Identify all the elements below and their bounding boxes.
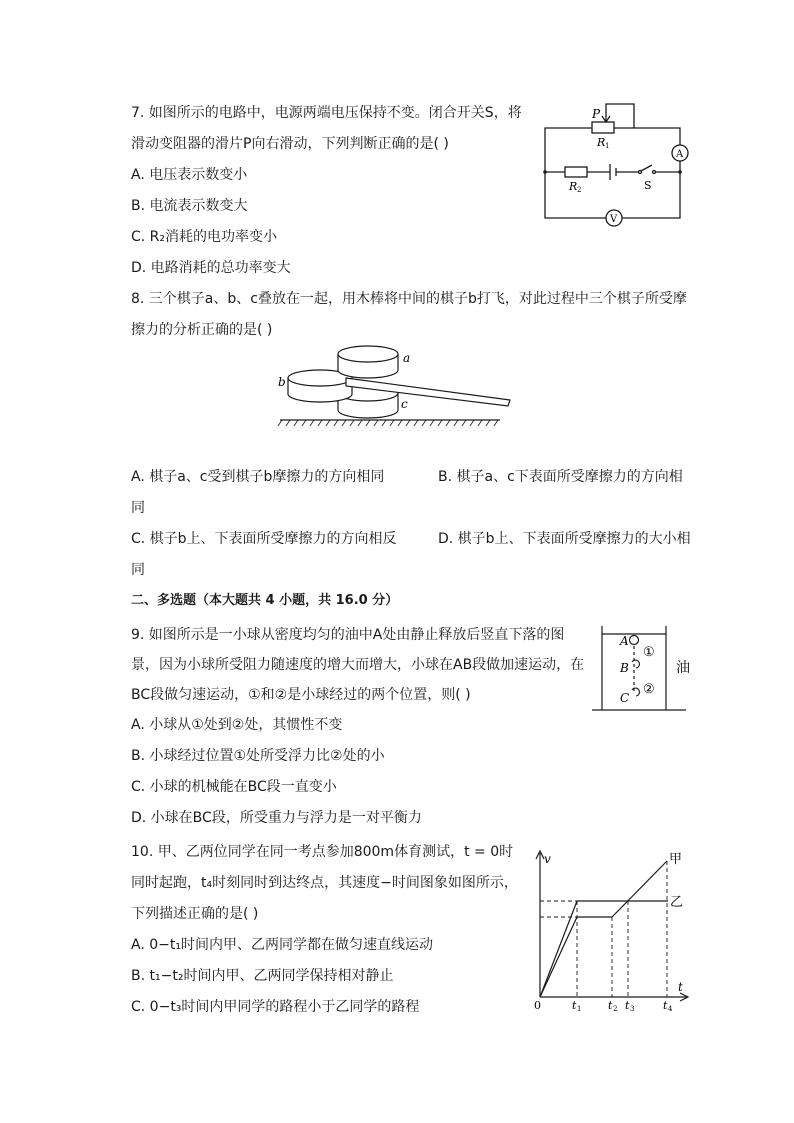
q7-label-r1-sub: 1 [605,142,610,150]
q7-label-switch: S [644,179,652,192]
q9-position-1: ① [643,645,655,660]
q9-option-c: C. 小球的机械能在BC段一直变小 [131,779,337,795]
q8-option-a: A. 棋子a、c受到棋子b摩擦力的方向相同 [131,469,385,485]
q10-stem-line1: 10. 甲、乙两位同学在同一考点参加800m体育测试，t = 0时 [131,844,514,860]
q8-option-b-wrap: 同 [131,500,145,516]
q7-voltmeter-label: V [610,214,618,225]
q9-position-2: ② [643,682,655,697]
q10-tick-t2: t [608,999,613,1012]
q8-option-d: D. 棋子b上、下表面所受摩擦力的大小相 [438,531,691,547]
q10-option-a: A. 0−t₁时间内甲、乙两同学都在做匀速直线运动 [131,937,433,953]
q9-stem-line1: 9. 如图所示是一小球从密度均匀的油中A处由静止释放后竖直下落的图 [131,627,565,643]
q10-tick-t2-sub: 2 [613,1005,618,1013]
q10-option-c: C. 0−t₃时间内甲同学的路程小于乙同学的路程 [131,999,420,1015]
q8-checkers-diagram [278,338,518,428]
q10-stem-line2: 同时起跑，t₄时刻同时到达终点，其速度−时间图象如图所示， [131,875,518,891]
q8-stem-line1: 8. 三个棋子a、b、c叠放在一起，用木棒将中间的棋子b打飞，对此过程中三个棋子所受摩 [131,291,687,307]
q8-option-d-wrap: 同 [131,562,145,578]
q7-label-r2: R [569,180,578,193]
q7-circuit-diagram [540,100,700,230]
q7-label-r1: R [597,136,606,149]
q10-origin: 0 [534,999,541,1012]
q10-axis-t: t [678,980,683,994]
q8-label-c: c [401,397,408,411]
q9-option-d: D. 小球在BC段，所受重力与浮力是一对平衡力 [131,810,422,826]
q8-label-b: b [278,375,286,389]
q9-label-b: B [620,661,629,675]
section-heading-multiple-choice: 二、多选题（本大题共 4 小题，共 16.0 分） [131,593,399,608]
q10-axis-v: v [544,852,551,866]
q7-option-b: B. 电流表示数变大 [131,198,248,214]
q10-tick-t1: t [572,999,577,1012]
q9-label-oil: 油 [676,660,690,676]
q10-stem-line3: 下列描述正确的是( ) [131,906,259,922]
q10-tick-t1-sub: 1 [577,1005,582,1013]
q10-label-yi: 乙 [670,895,684,910]
q10-tick-t3-sub: 3 [630,1005,635,1013]
q9-label-a: A [620,634,629,648]
q7-label-r2-sub: 2 [577,186,582,194]
q9-label-c: C [620,691,630,705]
q9-stem-line2: 景，因为小球所受阻力随速度的增大而增大，小球在AB段做加速运动，在 [131,657,585,673]
q9-option-b: B. 小球经过位置①处所受浮力比②处的小 [131,748,385,764]
q8-option-c: C. 棋子b上、下表面所受摩擦力的方向相反 [131,531,397,547]
q7-option-a: A. 电压表示数变小 [131,167,248,183]
q10-tick-t4-sub: 4 [668,1005,673,1013]
q7-option-d: D. 电路消耗的总功率变大 [131,260,291,276]
q9-oil-container-diagram [588,624,700,716]
q8-stem-line2: 擦力的分析正确的是( ) [131,322,273,338]
q8-option-b: B. 棋子a、c下表面所受摩擦力的方向相 [438,469,683,485]
q7-ammeter-label: A [676,149,684,160]
q10-velocity-time-graph [530,845,700,1015]
q10-tick-t4: t [663,999,668,1012]
q7-label-p: P [592,107,601,121]
q8-label-a: a [403,351,411,365]
q7-stem-line2: 滑动变阻器的滑片P向右滑动，下列判断正确的是( ) [131,136,449,152]
q10-tick-t3: t [625,999,630,1012]
q10-label-jia: 甲 [669,852,683,867]
q10-option-b: B. t₁−t₂时间内甲、乙两同学保持相对静止 [131,968,394,984]
q7-stem-line1: 7. 如图所示的电路中，电源两端电压保持不变。闭合开关S，将 [131,105,522,121]
q9-stem-line3: BC段做匀速运动，①和②是小球经过的两个位置，则( ) [131,687,471,703]
q7-option-c: C. R₂消耗的电功率变小 [131,229,278,245]
q9-option-a: A. 小球从①处到②处，其惯性不变 [131,717,343,733]
